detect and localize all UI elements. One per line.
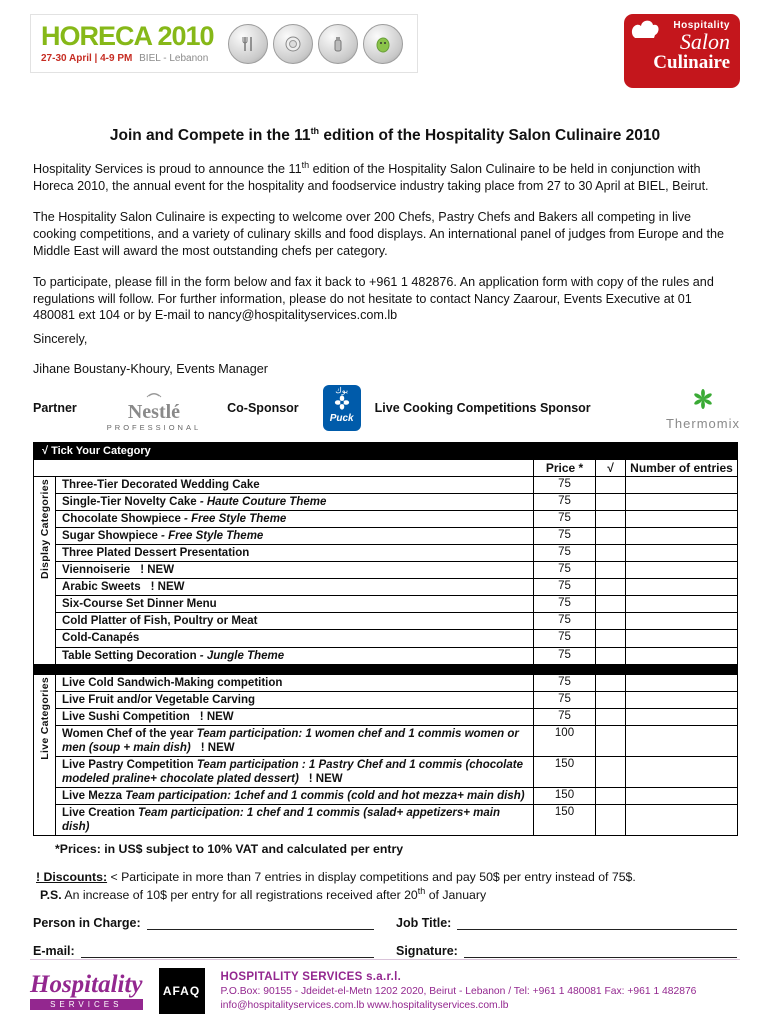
categories-table [33, 442, 738, 835]
tick-cell[interactable] [596, 630, 626, 647]
entries-cell[interactable] [626, 756, 738, 787]
tick-category-bar [34, 443, 738, 460]
entries-cell[interactable] [626, 708, 738, 725]
entries-cell[interactable] [626, 787, 738, 804]
tick-cell[interactable] [596, 613, 626, 630]
horeca-dates: 27-30 April | 4-9 PM [41, 53, 133, 64]
entries-column-header: Number of entries [626, 460, 738, 477]
participation-paragraph: To participate, please fill in the form below and fax it back to +961 1 482876. An application form with copy of the rules and regulations will follow. For further information, please do not hesitate to contact Nancy Zaarour, Events Executive at 01 480081 ext 104 or by E-mail to nancy@hospitalityservices.com.lb [33, 274, 714, 323]
price-value: 150 [534, 804, 596, 835]
pinwheel-icon [691, 387, 715, 411]
live-sponsor-label: Live Cooking Competitions Sponsor [374, 401, 591, 416]
mascot-medallion-icon [363, 24, 403, 64]
category-name: Arabic Sweets ! NEW [56, 579, 534, 596]
category-name: Table Setting Decoration - Jungle Theme [56, 647, 534, 664]
tick-cell[interactable] [596, 562, 626, 579]
table-row [34, 477, 738, 494]
table-row [34, 725, 738, 756]
price-value: 150 [534, 756, 596, 787]
entries-cell[interactable] [626, 579, 738, 596]
tick-cell[interactable] [596, 804, 626, 835]
table-row [34, 511, 738, 528]
salon-culinaire-logo [624, 14, 740, 88]
entries-cell[interactable] [626, 545, 738, 562]
person-in-charge-label: Person in Charge: [33, 915, 141, 930]
footer-company: HOSPITALITY SERVICES s.a.r.l. [220, 970, 402, 983]
entries-cell[interactable] [626, 647, 738, 664]
nestle-wordmark: Nestlé [127, 400, 181, 423]
nest-icon [145, 390, 163, 398]
price-value: 75 [534, 630, 596, 647]
tick-cell[interactable] [596, 596, 626, 613]
price-value: 75 [534, 545, 596, 562]
medallions [228, 24, 403, 64]
salon-logo-line2: Salon [679, 29, 730, 54]
tick-cell[interactable] [596, 494, 626, 511]
footer [30, 959, 740, 1014]
table-row [34, 613, 738, 630]
price-value: 75 [534, 708, 596, 725]
price-value: 75 [534, 674, 596, 691]
email-input[interactable] [81, 942, 374, 958]
category-name: Three Plated Dessert Presentation [56, 545, 534, 562]
page-title: Join and Compete in the 11th edition of the Hospitality Salon Culinaire 2010 [109, 126, 661, 145]
tick-cell[interactable] [596, 691, 626, 708]
price-value: 150 [534, 787, 596, 804]
price-value: 75 [534, 647, 596, 664]
entries-cell[interactable] [626, 511, 738, 528]
category-name: Three-Tier Decorated Wedding Cake [56, 477, 534, 494]
category-name: Cold Platter of Fish, Poultry or Meat [56, 613, 534, 630]
category-name: Live Fruit and/or Vegetable Carving [56, 691, 534, 708]
nestle-logo [107, 386, 201, 432]
tick-cell[interactable] [596, 674, 626, 691]
salon-logo-line1: Hospitality [673, 20, 730, 31]
entries-cell[interactable] [626, 613, 738, 630]
tick-cell[interactable] [596, 725, 626, 756]
person-in-charge-input[interactable] [147, 914, 374, 930]
entries-cell[interactable] [626, 630, 738, 647]
entries-cell[interactable] [626, 528, 738, 545]
hospitality-script-wordmark: Hospitality [30, 971, 143, 998]
puck-arabic-label: بوك [335, 386, 349, 396]
tick-cell[interactable] [596, 528, 626, 545]
price-value: 75 [534, 494, 596, 511]
entries-cell[interactable] [626, 725, 738, 756]
competition-paragraph: The Hospitality Salon Culinaire is expecting to welcome over 200 Chefs, Pastry Chefs and Bakers all competing in live cooking competitions, and a variety of culinary skills and food displays. An international panel of judges from Europe and the Middle East will award the most outstanding chefs per category. [33, 210, 724, 258]
price-value: 75 [534, 477, 596, 494]
horeca-text [41, 23, 214, 64]
category-name: Women Chef of the year Team participation: 1 women chef and 1 commis women or men (soup + main dish) ! NEW [56, 725, 534, 756]
footer-text [221, 969, 697, 1014]
services-bar: SERVICES [30, 999, 143, 1010]
tick-category-bar-label: √ Tick Your Category [42, 445, 151, 458]
empty-header-cell [34, 460, 534, 477]
job-title-input[interactable] [457, 914, 737, 930]
plate-medallion-icon [273, 24, 313, 64]
discount-note: ! Discounts: < Participate in more than 7 entries in display competitions and pay 50$ per entry instead of 75$. [36, 869, 636, 884]
form-row-1 [33, 914, 737, 930]
entries-cell[interactable] [626, 477, 738, 494]
entries-cell[interactable] [626, 494, 738, 511]
category-name: Live Creation Team participation: 1 chef and 1 commis (salad+ appetizers+ main dish) [56, 804, 534, 835]
table-row [34, 647, 738, 664]
category-name: Six-Course Set Dinner Menu [56, 596, 534, 613]
person-in-charge-field [33, 914, 374, 930]
tick-cell[interactable] [596, 545, 626, 562]
price-value: 75 [534, 579, 596, 596]
signer-line: Jihane Boustany-Khoury, Events Manager [33, 362, 268, 377]
sincerely-line: Sincerely, [33, 332, 88, 347]
column-header-row [34, 460, 738, 477]
shaker-medallion-icon [318, 24, 358, 64]
price-value: 100 [534, 725, 596, 756]
price-value: 75 [534, 562, 596, 579]
price-value: 75 [534, 596, 596, 613]
category-name: Live Pastry Competition Team participation : 1 Pastry Chef and 1 commis (chocolate modeled praline+ chocolate plated dessert) ! NEW [56, 756, 534, 787]
category-name: Sugar Showpiece - Free Style Theme [56, 528, 534, 545]
email-label: E-mail: [33, 943, 75, 958]
table-row [34, 494, 738, 511]
form-row-2 [33, 942, 737, 958]
table-row [34, 804, 738, 835]
price-value: 75 [534, 511, 596, 528]
category-group-label: Display Categories [34, 477, 56, 664]
category-name: Live Sushi Competition ! NEW [56, 708, 534, 725]
table-row [34, 545, 738, 562]
afaq-logo: AFAQ [159, 968, 205, 1014]
intro-paragraph: Hospitality Services is proud to announce the 11th edition of the Hospitality Salon Culinaire to be held in conjunction with Horeca 2010, the annual event for the hospitality and foodservice industry taking place from 27 to 30 April at BIEL, Beirut. [33, 160, 709, 194]
tick-column-header: √ [596, 460, 626, 477]
category-name: Live Cold Sandwich-Making competition [56, 674, 534, 691]
signature-input[interactable] [464, 942, 737, 958]
prices-note: *Prices: in US$ subject to 10% VAT and calculated per entry [55, 841, 404, 856]
table-row [34, 787, 738, 804]
footer-address: P.O.Box: 90155 - Jdeidet-el-Metn 1202 2020, Beirut - Lebanon / Tel: +961 1 480081 Fax: +961 1 482876 [220, 985, 697, 997]
header [30, 14, 740, 102]
thermomix-logo [666, 387, 740, 430]
flower-icon [334, 395, 350, 410]
hospitality-services-logo [30, 972, 143, 1010]
tick-cell[interactable] [596, 511, 626, 528]
entries-cell[interactable] [626, 691, 738, 708]
tick-cell[interactable] [596, 477, 626, 494]
puck-logo [323, 385, 361, 431]
salon-logo-line3: Culinaire [653, 52, 730, 73]
price-value: 75 [534, 528, 596, 545]
thermomix-wordmark: Thermomix [665, 415, 740, 431]
signature-field [396, 942, 737, 958]
ps-note: P.S. An increase of 10$ per entry for all registrations received after 20th of January [40, 885, 487, 902]
price-value: 75 [534, 613, 596, 630]
table-row [34, 691, 738, 708]
table-row [34, 528, 738, 545]
horeca-title: HORECA 2010 [41, 21, 214, 51]
tick-cell[interactable] [596, 647, 626, 664]
category-name: Cold-Canapés [56, 630, 534, 647]
table-row [34, 596, 738, 613]
tick-cell[interactable] [596, 708, 626, 725]
nestle-professional-label: PROFESSIONAL [106, 422, 202, 432]
signature-label: Signature: [396, 943, 458, 958]
horeca-logo [30, 14, 418, 73]
tick-cell[interactable] [596, 787, 626, 804]
table-row [34, 674, 738, 691]
tick-cell[interactable] [596, 579, 626, 596]
category-name: Single-Tier Novelty Cake - Haute Couture Theme [56, 494, 534, 511]
table-row [34, 562, 738, 579]
entries-cell[interactable] [626, 674, 738, 691]
chef-hat-icon [628, 16, 662, 40]
entries-cell[interactable] [626, 596, 738, 613]
cosponsor-label: Co-Sponsor [227, 401, 299, 416]
email-field [33, 942, 374, 958]
utensils-medallion-icon [228, 24, 268, 64]
partner-label: Partner [33, 401, 77, 416]
section-divider [34, 664, 738, 674]
tick-cell[interactable] [596, 756, 626, 787]
horeca-venue: BIEL - Lebanon [139, 53, 209, 64]
sponsors-row [33, 382, 740, 434]
job-title-field [396, 914, 737, 930]
entries-cell[interactable] [626, 562, 738, 579]
footer-emails: info@hospitalityservices.com.lb www.hospitalityservices.com.lb [220, 1000, 509, 1012]
horeca-subtitle [41, 53, 214, 64]
table-row [34, 630, 738, 647]
table-row [34, 579, 738, 596]
table-row [34, 708, 738, 725]
category-group-label: Live Categories [34, 674, 56, 835]
category-name: Live Mezza Team participation: 1chef and 1 commis (cold and hot mezza+ main dish) [56, 787, 534, 804]
price-value: 75 [534, 691, 596, 708]
category-name: Viennoiserie ! NEW [56, 562, 534, 579]
job-title-label: Job Title: [396, 915, 452, 930]
table-row [34, 756, 738, 787]
price-column-header: Price * [534, 460, 596, 477]
puck-wordmark: Puck [329, 413, 354, 425]
entries-cell[interactable] [626, 804, 738, 835]
category-name: Chocolate Showpiece - Free Style Theme [56, 511, 534, 528]
